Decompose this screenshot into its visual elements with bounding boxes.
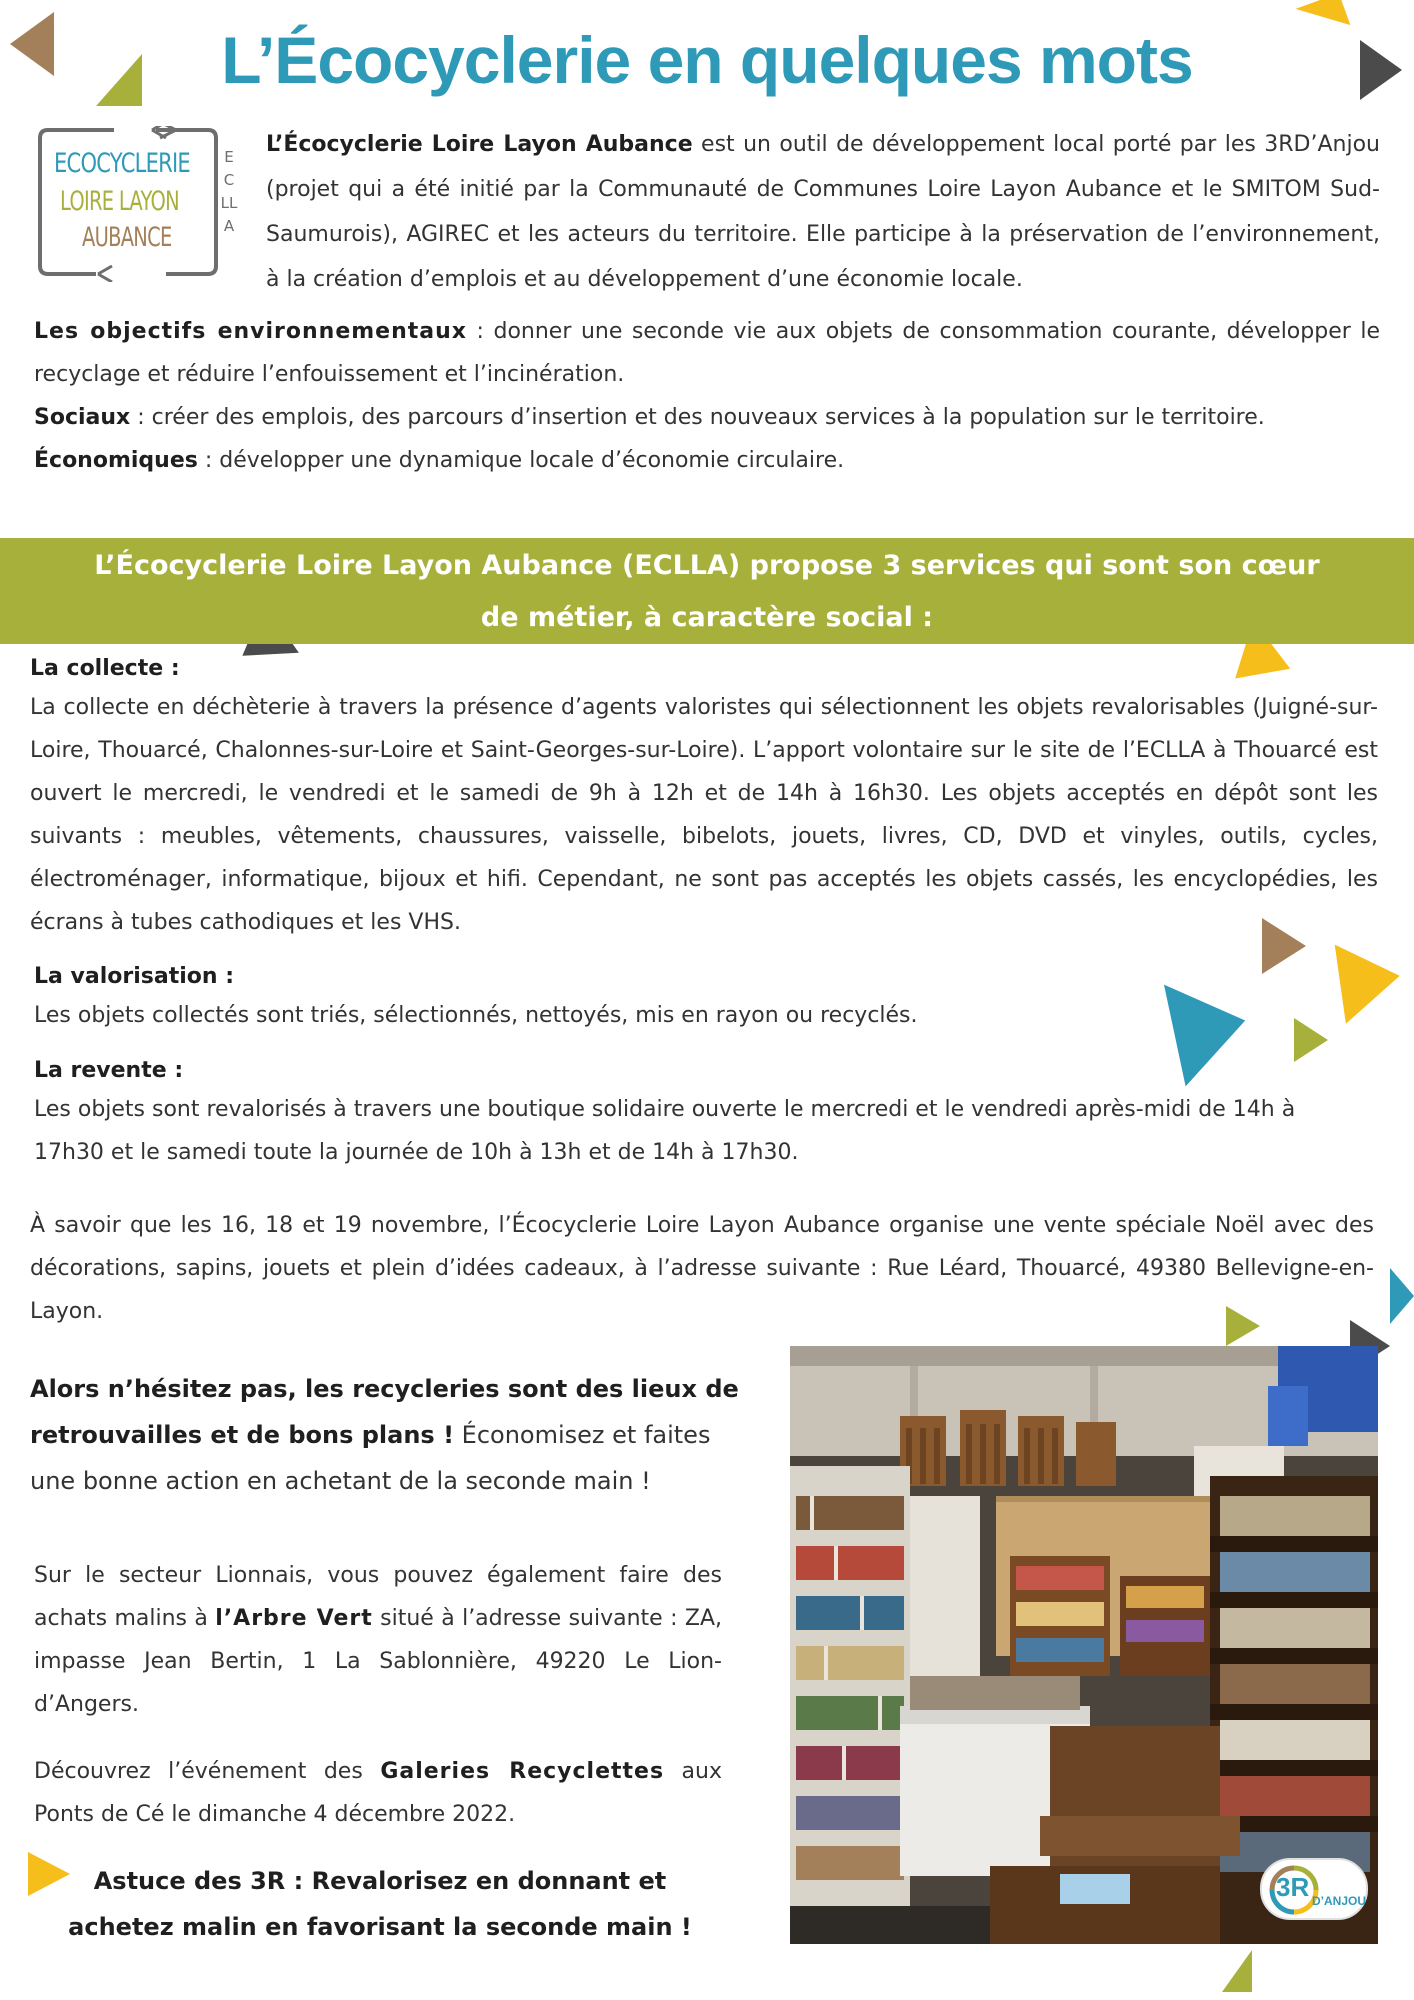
tip-line-2: achetez malin en favorisant la seconde main ! (68, 1913, 692, 1941)
objective-label: Sociaux (34, 405, 131, 430)
service-text: La collecte en déchèterie à travers la présence d’agents valoristes qui sélectionnent les objets revalorisables (Juigné-sur-Loire, Thouarcé, Chalonnes-sur-Loire et Saint-Georges-sur-Loire). L’apport volontaire sur le site de l’ECLLA à Thouarcé est ouvert le mercredi, le vendredi et le samedi de 9h à 12h et de 14h à 16h30. Les objets acceptés en dépôt sont les suivants : meubles, vêtements, chaussures, vaisselle, bibelots, jouets, livres, CD, DVD et vinyles, outils, cycles, électroménager, informatique, bijoux et hifi. Cependant, ne sont pas acceptés les objets cassés, les encyclopédies, les écrans à tubes cathodiques et les VHS. (30, 695, 1378, 935)
badge-small-text: D’ANJOU (1312, 1894, 1367, 1908)
event-paragraph: À savoir que les 16, 18 et 19 novembre, l’Écocyclerie Loire Layon Aubance organise une vente spéciale Noël avec des décorations, sapins, jouets et plein d’idées cadeaux, à l’adresse suivante : Rue Léard, Thouarcé, 49380 Bellevigne-en-Layon. (30, 1213, 1374, 1324)
objective-text: : créer des emplois, des parcours d’insertion et des nouveaux services à la population sur le territoire. (130, 405, 1265, 430)
lion-bold: l’Arbre Vert (215, 1606, 373, 1631)
service-text: Les objets sont revalorisés à travers une boutique solidaire ouverte le mercredi et le vendredi après-midi de 14h à 17h30 et le samedi toute la journée de 10h à 13h et de 14h à 17h30. (34, 1097, 1296, 1165)
objective-economic (34, 439, 1380, 482)
logo-side-text: ECLLA (220, 148, 238, 235)
3r-anjou-badge (1260, 1858, 1368, 1920)
service-revente (34, 1054, 1354, 1174)
banner-line-1: L’Écocyclerie Loire Layon Aubance (ECLLA) propose 3 services qui sont son cœur (94, 550, 1320, 581)
badge-big-text: 3R (1276, 1872, 1310, 1902)
store-photo (790, 1346, 1378, 1944)
tip-line-1: Astuce des 3R : Revalorisez en donnant et (93, 1867, 667, 1895)
tip-block (40, 1858, 720, 1950)
service-collecte (30, 652, 1378, 944)
objective-label: Les objectifs environnementaux (34, 319, 467, 344)
cta-text: Économisez et faites une bonne action en achetant de la seconde main ! (30, 1421, 711, 1495)
objectives-block (34, 310, 1380, 482)
cta-paragraph (30, 1366, 760, 1504)
lion-post: situé à l’adresse suivante : ZA, impasse Jean Bertin, 1 La Sablonnière, 49220 Le Lion-d’Angers. (34, 1606, 722, 1717)
page-title: L’Écocyclerie en quelques mots (221, 23, 1193, 97)
objective-text: : développer une dynamique locale d’économie circulaire. (197, 448, 845, 473)
service-heading: La valorisation : (34, 964, 234, 989)
objective-label: Économiques (34, 448, 198, 473)
service-heading: La revente : (34, 1058, 184, 1083)
cta-bold: Alors n’hésitez pas, les recycleries sont des lieux de retrouvailles et de bons plans ! (30, 1375, 739, 1449)
galeries-bold: Galeries Recyclettes (380, 1759, 665, 1784)
service-valorisation (34, 960, 1378, 1037)
triangle-decoration (1222, 1950, 1252, 1992)
banner-line-2: de métier, à caractère social : (480, 602, 934, 633)
objective-social (34, 396, 1380, 439)
logo-line-1: ECOCYCLERIE (54, 148, 190, 179)
services-banner (0, 538, 1414, 644)
lion-pre: Sur le secteur Lionnais, vous pouvez également faire des achats malins à (34, 1563, 722, 1631)
ecocyclerie-logo (36, 126, 246, 282)
intro-text: est un outil de développement local porté par les 3RD’Anjou (projet qui a été initié par la Communauté de Communes Loire Layon Aubance et le SMITOM Sud-Saumurois), AGIREC et les acteurs du territoire. Elle participe à la préservation de l’environnement, à la création d’emplois et au développement d’une économie locale. (266, 132, 1380, 292)
objective-text: : donner une seconde vie aux objets de consommation courante, développer le recyclage et réduire l’enfouissement et l’incinération. (34, 319, 1380, 387)
triangle-decoration (1390, 1268, 1414, 1324)
logo-line-3: AUBANCE (82, 222, 172, 253)
intro-paragraph (266, 122, 1380, 302)
bookshelves-image (790, 1346, 1378, 1944)
lion-paragraph (34, 1554, 722, 1726)
service-heading: La collecte : (30, 656, 180, 681)
galeries-paragraph (34, 1750, 722, 1836)
service-text: Les objets collectés sont triés, sélectionnés, nettoyés, mis en rayon ou recyclés. (34, 1003, 918, 1028)
galeries-post: aux Ponts de Cé le dimanche 4 décembre 2022. (34, 1759, 722, 1827)
objective-environmental (34, 310, 1380, 396)
intro-lead: L’Écocyclerie Loire Layon Aubance (266, 132, 693, 157)
logo-line-2: LOIRE LAYON (60, 186, 179, 217)
galeries-pre: Découvrez l’événement des (34, 1759, 381, 1784)
